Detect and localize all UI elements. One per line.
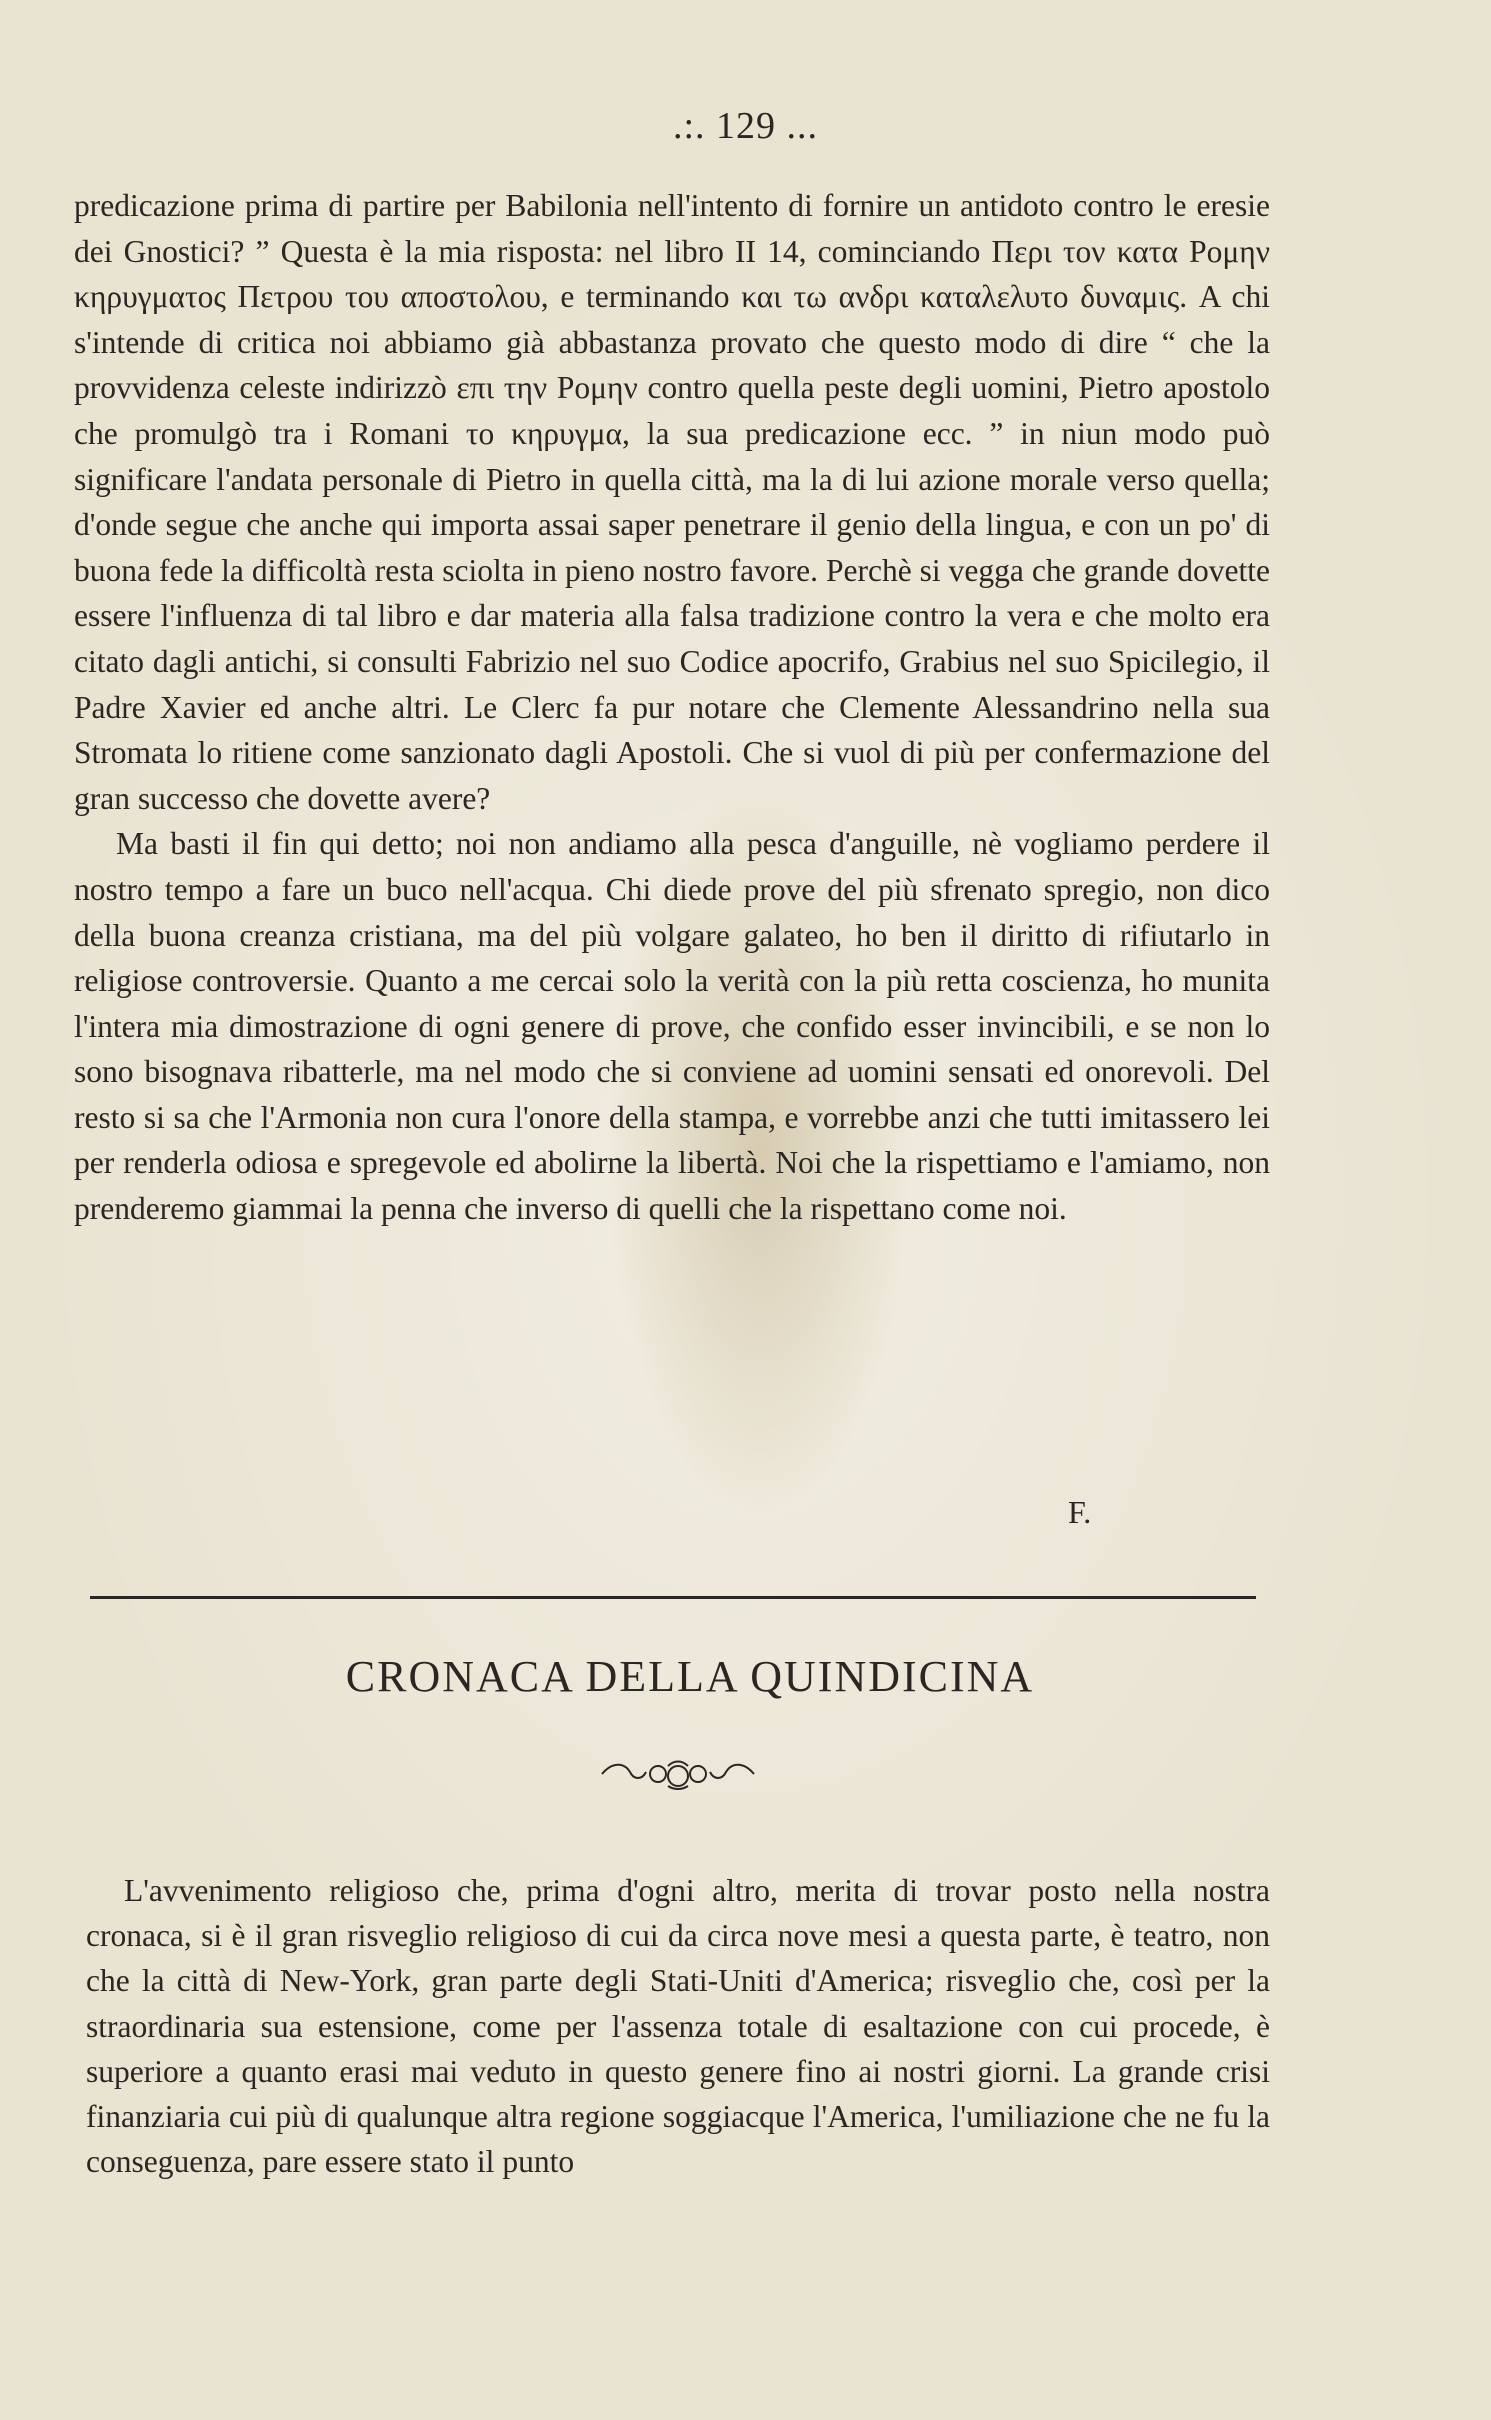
article-body — [74, 183, 1270, 1232]
paragraph: predicazione prima di partire per Babilonia nell'intento di fornire un antidoto contro le eresie dei Gnostici? ” Questa è la mia risposta: nel libro II 14, cominciando Περι τον κατα Ρομην κηρυγματος Πετρου του αποστολου, e terminando και τω ανδρι καταλελυτο δυναμις. A chi s'intende di critica noi abbiamo già abbastanza provato che questo modo di dire “ che la provvidenza celeste indirizzò επι την Ρομην contro quella peste degli uomini, Pietro apostolo che promulgò tra i Romani το κηρυγμα, la sua predicazione ecc. ” in niun modo può significare l'andata personale di Pietro in quella città, ma la di lui azione morale verso quella; d'onde segue che anche qui importa assai saper penetrare il genio della lingua, e con un po' di buona fede la difficoltà resta sciolta in pieno nostro favore. Perchè si vegga che grande dovette essere l'influenza di tal libro e dar materia alla falsa tradizione contro la vera e che molto era citato dagli antichi, si consulti Fabrizio nel suo Codice apocrifo, Grabius nel suo Spicilegio, il Padre Xavier ed anche altri. Le Clerc fa pur notare che Clemente Alessandrino nella sua Stromata lo ritiene come sanzionato dagli Apostoli. Che si vuol di più per confermazione del gran successo che dovette avere? — [74, 188, 1270, 816]
section-divider — [90, 1596, 1256, 1599]
chronicle-body — [86, 1868, 1270, 2184]
signature: F. — [1068, 1494, 1092, 1530]
paragraph: L'avvenimento religioso che, prima d'ogni altro, merita di trovar posto nella nostra cronaca, si è il gran risveglio religioso di cui da circa nove mesi a questa parte, è teatro, non che la città di New-York, gran parte degli Stati-Uniti d'America; risveglio che, così per la straordinaria sua estensione, come per l'assenza totale di esaltazione con cui procede, è superiore a quanto erasi mai veduto in questo genere fino ai nostri giorni. La grande crisi finanziaria cui più di qualunque altra regione soggiacque l'America, l'umiliazione che ne fu la conseguenza, pare essere stato il punto — [86, 1873, 1270, 2180]
page-number: .:. 129 ... — [672, 105, 819, 147]
paragraph: Ma basti il fin qui detto; noi non andiamo alla pesca d'anguille, nè vogliamo perdere il nostro tempo a fare un buco nell'acqua. Chi diede prove del più sfrenato spregio, non dico della buona creanza cristiana, ma del più volgare galateo, ho ben il diritto di rifiutarlo in religiose controversie. Quanto a me cercai solo la verità con la più retta coscienza, ho munita l'intera mia dimostrazione di ogni genere di prove, che confido esser invincibili, e se non lo sono bisognava ribatterle, ma nel modo che si conviene ad uomini sensati ed onorevoli. Del resto si sa che l'Armonia non cura l'onore della stampa, e vorrebbe anzi che tutti imitassero lei per renderla odiosa e spregevole ed abolirne la libertà. Noi che la rispettiamo e l'amiamo, non prenderemo giammai la penna che inverso di quelli che la rispettano come noi. — [74, 826, 1270, 1227]
ornament-flourish-icon — [598, 1756, 758, 1797]
section-title: CRONACA DELLA QUINDICINA — [345, 1652, 1035, 1701]
